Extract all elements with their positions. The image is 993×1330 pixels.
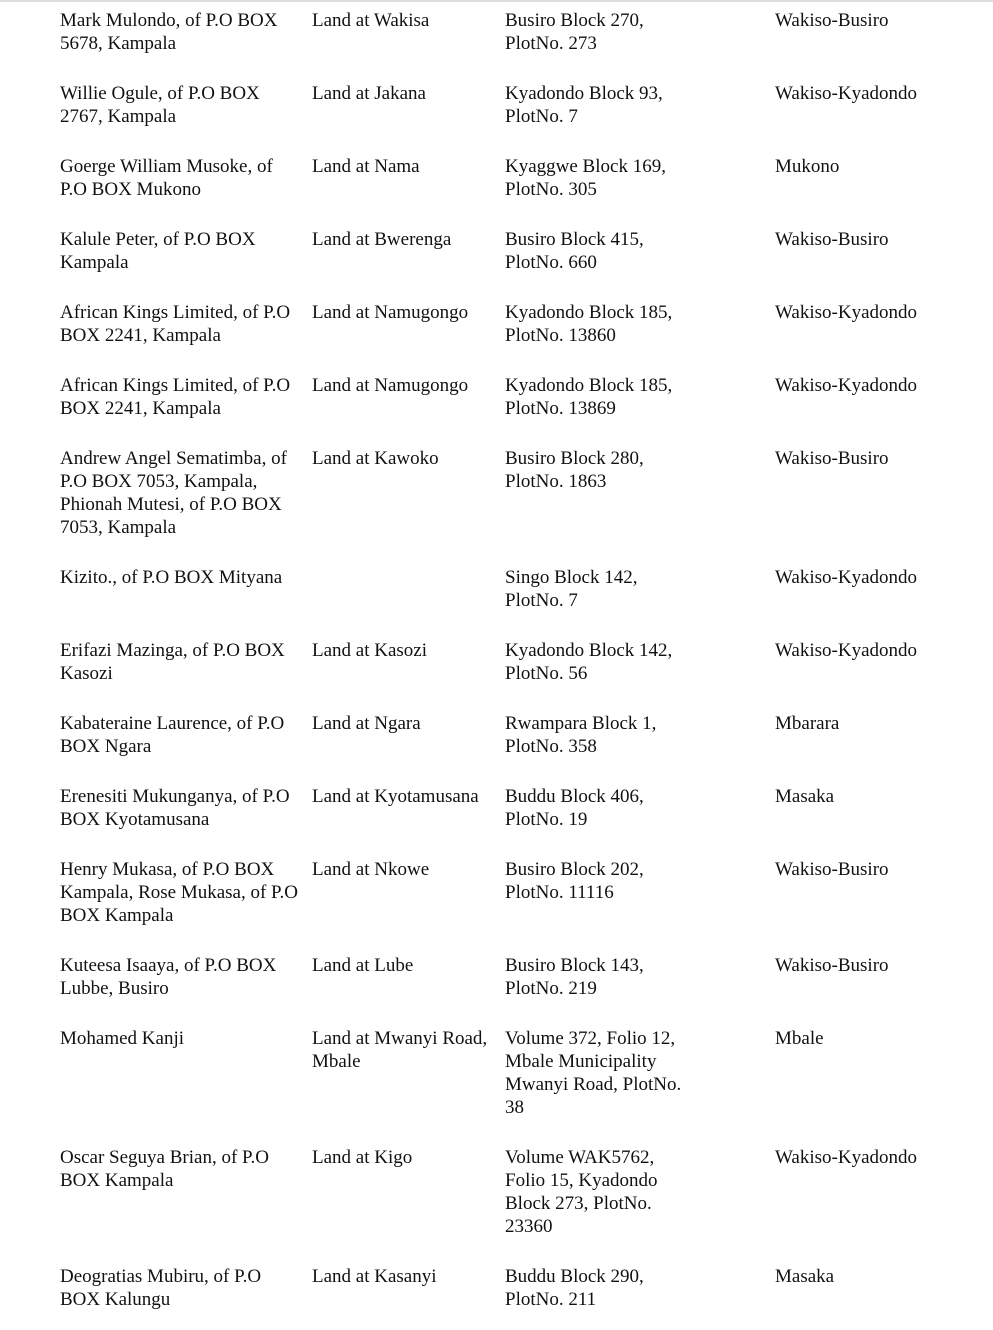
owner-cell: Mark Mulondo, of P.O BOX 5678, Kampala	[60, 10, 278, 54]
district-cell: Wakiso-Busiro	[775, 229, 889, 250]
district-cell: Wakiso-Kyadondo	[775, 375, 917, 396]
land-cell: Land at Nama	[312, 156, 420, 177]
district-cell: Wakiso-Busiro	[775, 448, 889, 469]
district-cell: Wakiso-Kyadondo	[775, 302, 917, 323]
district-cell: Wakiso-Kyadondo	[775, 567, 917, 588]
plot-cell: Kyadondo Block 93, PlotNo. 7	[505, 83, 663, 127]
land-cell: Land at Wakisa	[312, 10, 430, 31]
plot-cell: Busiro Block 143, PlotNo. 219	[505, 955, 644, 999]
land-cell: Land at Jakana	[312, 83, 426, 104]
land-cell: Land at Namugongo	[312, 375, 469, 396]
table-row	[54, 0, 993, 74]
owner-cell: Kuteesa Isaaya, of P.O BOX Lubbe, Busiro	[60, 955, 277, 999]
district-cell: Wakiso-Kyadondo	[775, 640, 917, 661]
owner-cell: Erenesiti Mukunganya, of P.O BOX Kyotamusana	[60, 786, 290, 830]
land-cell	[306, 558, 499, 631]
land-records-table	[54, 0, 993, 1330]
owner-cell: Kabateraine Laurence, of P.O BOX Ngara	[60, 713, 285, 757]
district-cell: Masaka	[775, 786, 835, 807]
land-cell: Land at Kasanyi	[312, 1266, 437, 1287]
land-cell: Land at Kigo	[312, 1147, 413, 1168]
plot-cell: Volume 372, Folio 12, Mbale Municipality Mwanyi Road, PlotNo. 38	[505, 1028, 682, 1118]
table-row	[54, 777, 993, 850]
plot-cell: Kyaggwe Block 169, PlotNo. 305	[505, 156, 666, 200]
land-cell: Land at Nkowe	[312, 859, 430, 880]
plot-cell: Volume WAK5762, Folio 15, Kyadondo Block 273, PlotNo. 23360	[505, 1147, 658, 1237]
plot-cell: Kyadondo Block 142, PlotNo. 56	[505, 640, 673, 684]
owner-cell: Oscar Seguya Brian, of P.O BOX Kampala	[60, 1147, 269, 1191]
owner-cell: Willie Ogule, of P.O BOX 2767, Kampala	[60, 83, 260, 127]
plot-cell: Buddu Block 290, PlotNo. 211	[505, 1266, 644, 1310]
plot-cell: Kyadondo Block 185, PlotNo. 13869	[505, 375, 673, 419]
table-row	[54, 558, 993, 631]
plot-cell: Buddu Block 406, PlotNo. 19	[505, 786, 644, 830]
owner-cell: Mohamed Kanji	[60, 1028, 185, 1049]
table-row	[54, 220, 993, 293]
district-cell: Wakiso-Kyadondo	[775, 83, 917, 104]
land-cell: Land at Bwerenga	[312, 229, 452, 250]
table-row	[54, 1138, 993, 1257]
table-row	[54, 1019, 993, 1138]
district-cell: Wakiso-Busiro	[775, 859, 889, 880]
plot-cell: Kyadondo Block 185, PlotNo. 13860	[505, 302, 673, 346]
table-row	[54, 74, 993, 147]
land-records-body	[54, 0, 993, 1330]
owner-cell: African Kings Limited, of P.O BOX 2241, Kampala	[60, 302, 291, 346]
table-row	[54, 439, 993, 558]
land-cell: Land at Kyotamusana	[312, 786, 479, 807]
owner-cell: Kizito., of P.O BOX Mityana	[60, 567, 283, 588]
district-cell: Mbarara	[775, 713, 840, 734]
table-row	[54, 850, 993, 946]
table-row	[54, 631, 993, 704]
plot-cell: Busiro Block 415, PlotNo. 660	[505, 229, 644, 273]
plot-cell: Busiro Block 270, PlotNo. 273	[505, 10, 644, 54]
owner-cell: Henry Mukasa, of P.O BOX Kampala, Rose Mukasa, of P.O BOX Kampala	[60, 859, 298, 926]
plot-cell: Rwampara Block 1, PlotNo. 358	[505, 713, 657, 757]
district-cell: Mukono	[775, 156, 840, 177]
table-row	[54, 366, 993, 439]
land-cell: Land at Mwanyi Road, Mbale	[312, 1028, 488, 1072]
plot-cell: Singo Block 142, PlotNo. 7	[505, 567, 638, 611]
land-cell: Land at Ngara	[312, 713, 421, 734]
owner-cell: Goerge William Musoke, of P.O BOX Mukono	[60, 156, 273, 200]
owner-cell: African Kings Limited, of P.O BOX 2241, Kampala	[60, 375, 291, 419]
district-cell: Wakiso-Busiro	[775, 10, 889, 31]
table-row	[54, 147, 993, 220]
table-row	[54, 293, 993, 366]
table-row	[54, 704, 993, 777]
plot-cell: Busiro Block 280, PlotNo. 1863	[505, 448, 644, 492]
table-row	[54, 946, 993, 1019]
owner-cell: Erifazi Mazinga, of P.O BOX Kasozi	[60, 640, 285, 684]
land-cell: Land at Kawoko	[312, 448, 439, 469]
owner-cell: Kalule Peter, of P.O BOX Kampala	[60, 229, 256, 273]
district-cell: Masaka	[775, 1266, 835, 1287]
district-cell: Mbale	[775, 1028, 824, 1049]
table-row	[54, 1257, 993, 1330]
district-cell: Wakiso-Kyadondo	[775, 1147, 917, 1168]
land-cell: Land at Kasozi	[312, 640, 428, 661]
plot-cell: Busiro Block 202, PlotNo. 11116	[505, 859, 644, 903]
district-cell: Wakiso-Busiro	[775, 955, 889, 976]
owner-cell: Deogratias Mubiru, of P.O BOX Kalungu	[60, 1266, 262, 1310]
land-cell: Land at Lube	[312, 955, 414, 976]
owner-cell: Andrew Angel Sematimba, of P.O BOX 7053, Kampala, Phionah Mutesi, of P.O BOX 7053, Kampala	[60, 448, 287, 538]
land-cell: Land at Namugongo	[312, 302, 469, 323]
